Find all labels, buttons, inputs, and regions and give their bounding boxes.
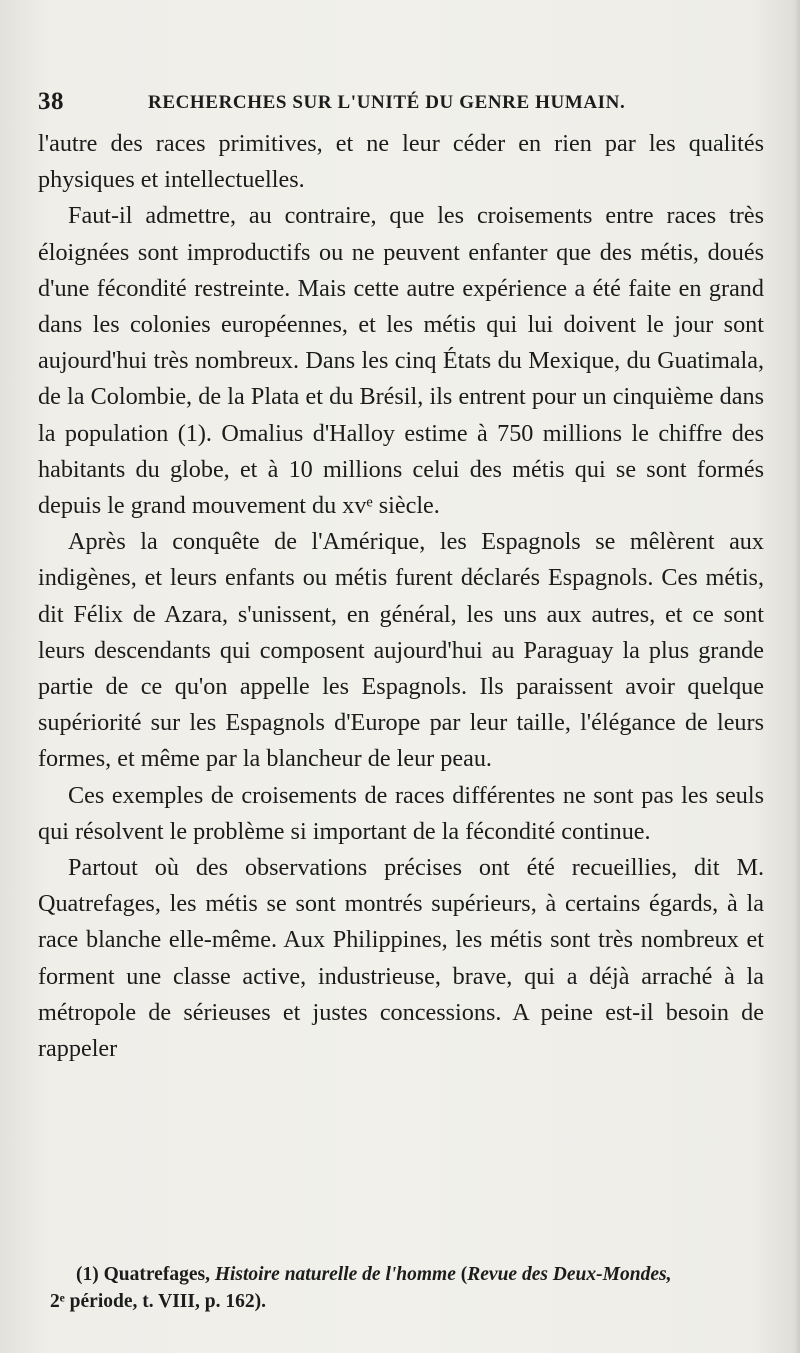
page-header <box>38 88 758 118</box>
paragraph-2: Faut-il admettre, au contraire, que les croisements entre races très éloignées sont improductifs ou ne peuvent enfanter que des métis, doués d'une fécondité restreinte. Mais cette autre expérience a été faite en grand dans les colonies européennes, et les métis qui lui doivent le jour sont aujourd'hui très nombreux. Dans les cinq États du Mexique, du Guatimala, de la Colombie, de la Plata et du Brésil, ils entrent pour un cinquième dans la population (1). Omalius d'Halloy estime à 750 millions le chiffre des habitants du globe, et à 10 millions celui des métis qui se sont formés depuis le grand mouvement du xvᵉ siècle. <box>38 202 764 520</box>
page-number: 38 <box>38 88 64 115</box>
paragraph-5: Partout où des observations précises ont été recueillies, dit M. Quatrefages, les métis se sont montrés supérieurs, à certains égards, à la race blanche elle-même. Aux Philippines, les métis sont très nombreux et forment une classe active, industrieuse, brave, qui a déjà arraché à la métropole de sérieuses et justes concessions. A peine est-il besoin de rappeler <box>38 854 764 1063</box>
footnote-review-title: Revue des Deux-Mondes, <box>467 1264 672 1285</box>
footnote-work-title: Histoire naturelle de l'homme <box>214 1264 456 1285</box>
footnote-author: Quatrefages, <box>103 1264 210 1285</box>
footnote-marker: (1) <box>76 1264 99 1285</box>
running-title: RECHERCHES SUR L'UNITÉ DU GENRE HUMAIN. <box>148 92 626 113</box>
paragraph-4: Ces exemples de croisements de races différentes ne sont pas les seuls qui résolvent le problème si important de la fécondité continue. <box>38 781 764 845</box>
page-edge-shadow <box>794 0 800 1353</box>
footnote-details: 2ᵉ période, t. VIII, p. 162). <box>50 1290 266 1312</box>
body-text <box>38 126 764 1067</box>
paragraph-1: l'autre des races primitives, et ne leur céder en rien par les qualités physiques et intellectuelles. <box>38 130 764 194</box>
footnote-open-paren: ( <box>460 1264 468 1285</box>
footnote <box>50 1262 764 1315</box>
paragraph-3: Après la conquête de l'Amérique, les Espagnols se mêlèrent aux indigènes, et leurs enfants ou métis furent déclarés Espagnols. Ces métis, dit Félix de Azara, s'unissent, en général, les uns aux autres, et ce sont leurs descendants qui composent aujourd'hui au Paraguay la plus grande partie de ce qu'on appelle les Espagnols. Ils paraissent avoir quelque supériorité sur les Espagnols d'Europe par leur taille, l'élégance de leurs formes, et même par la blancheur de leur peau. <box>38 528 764 773</box>
